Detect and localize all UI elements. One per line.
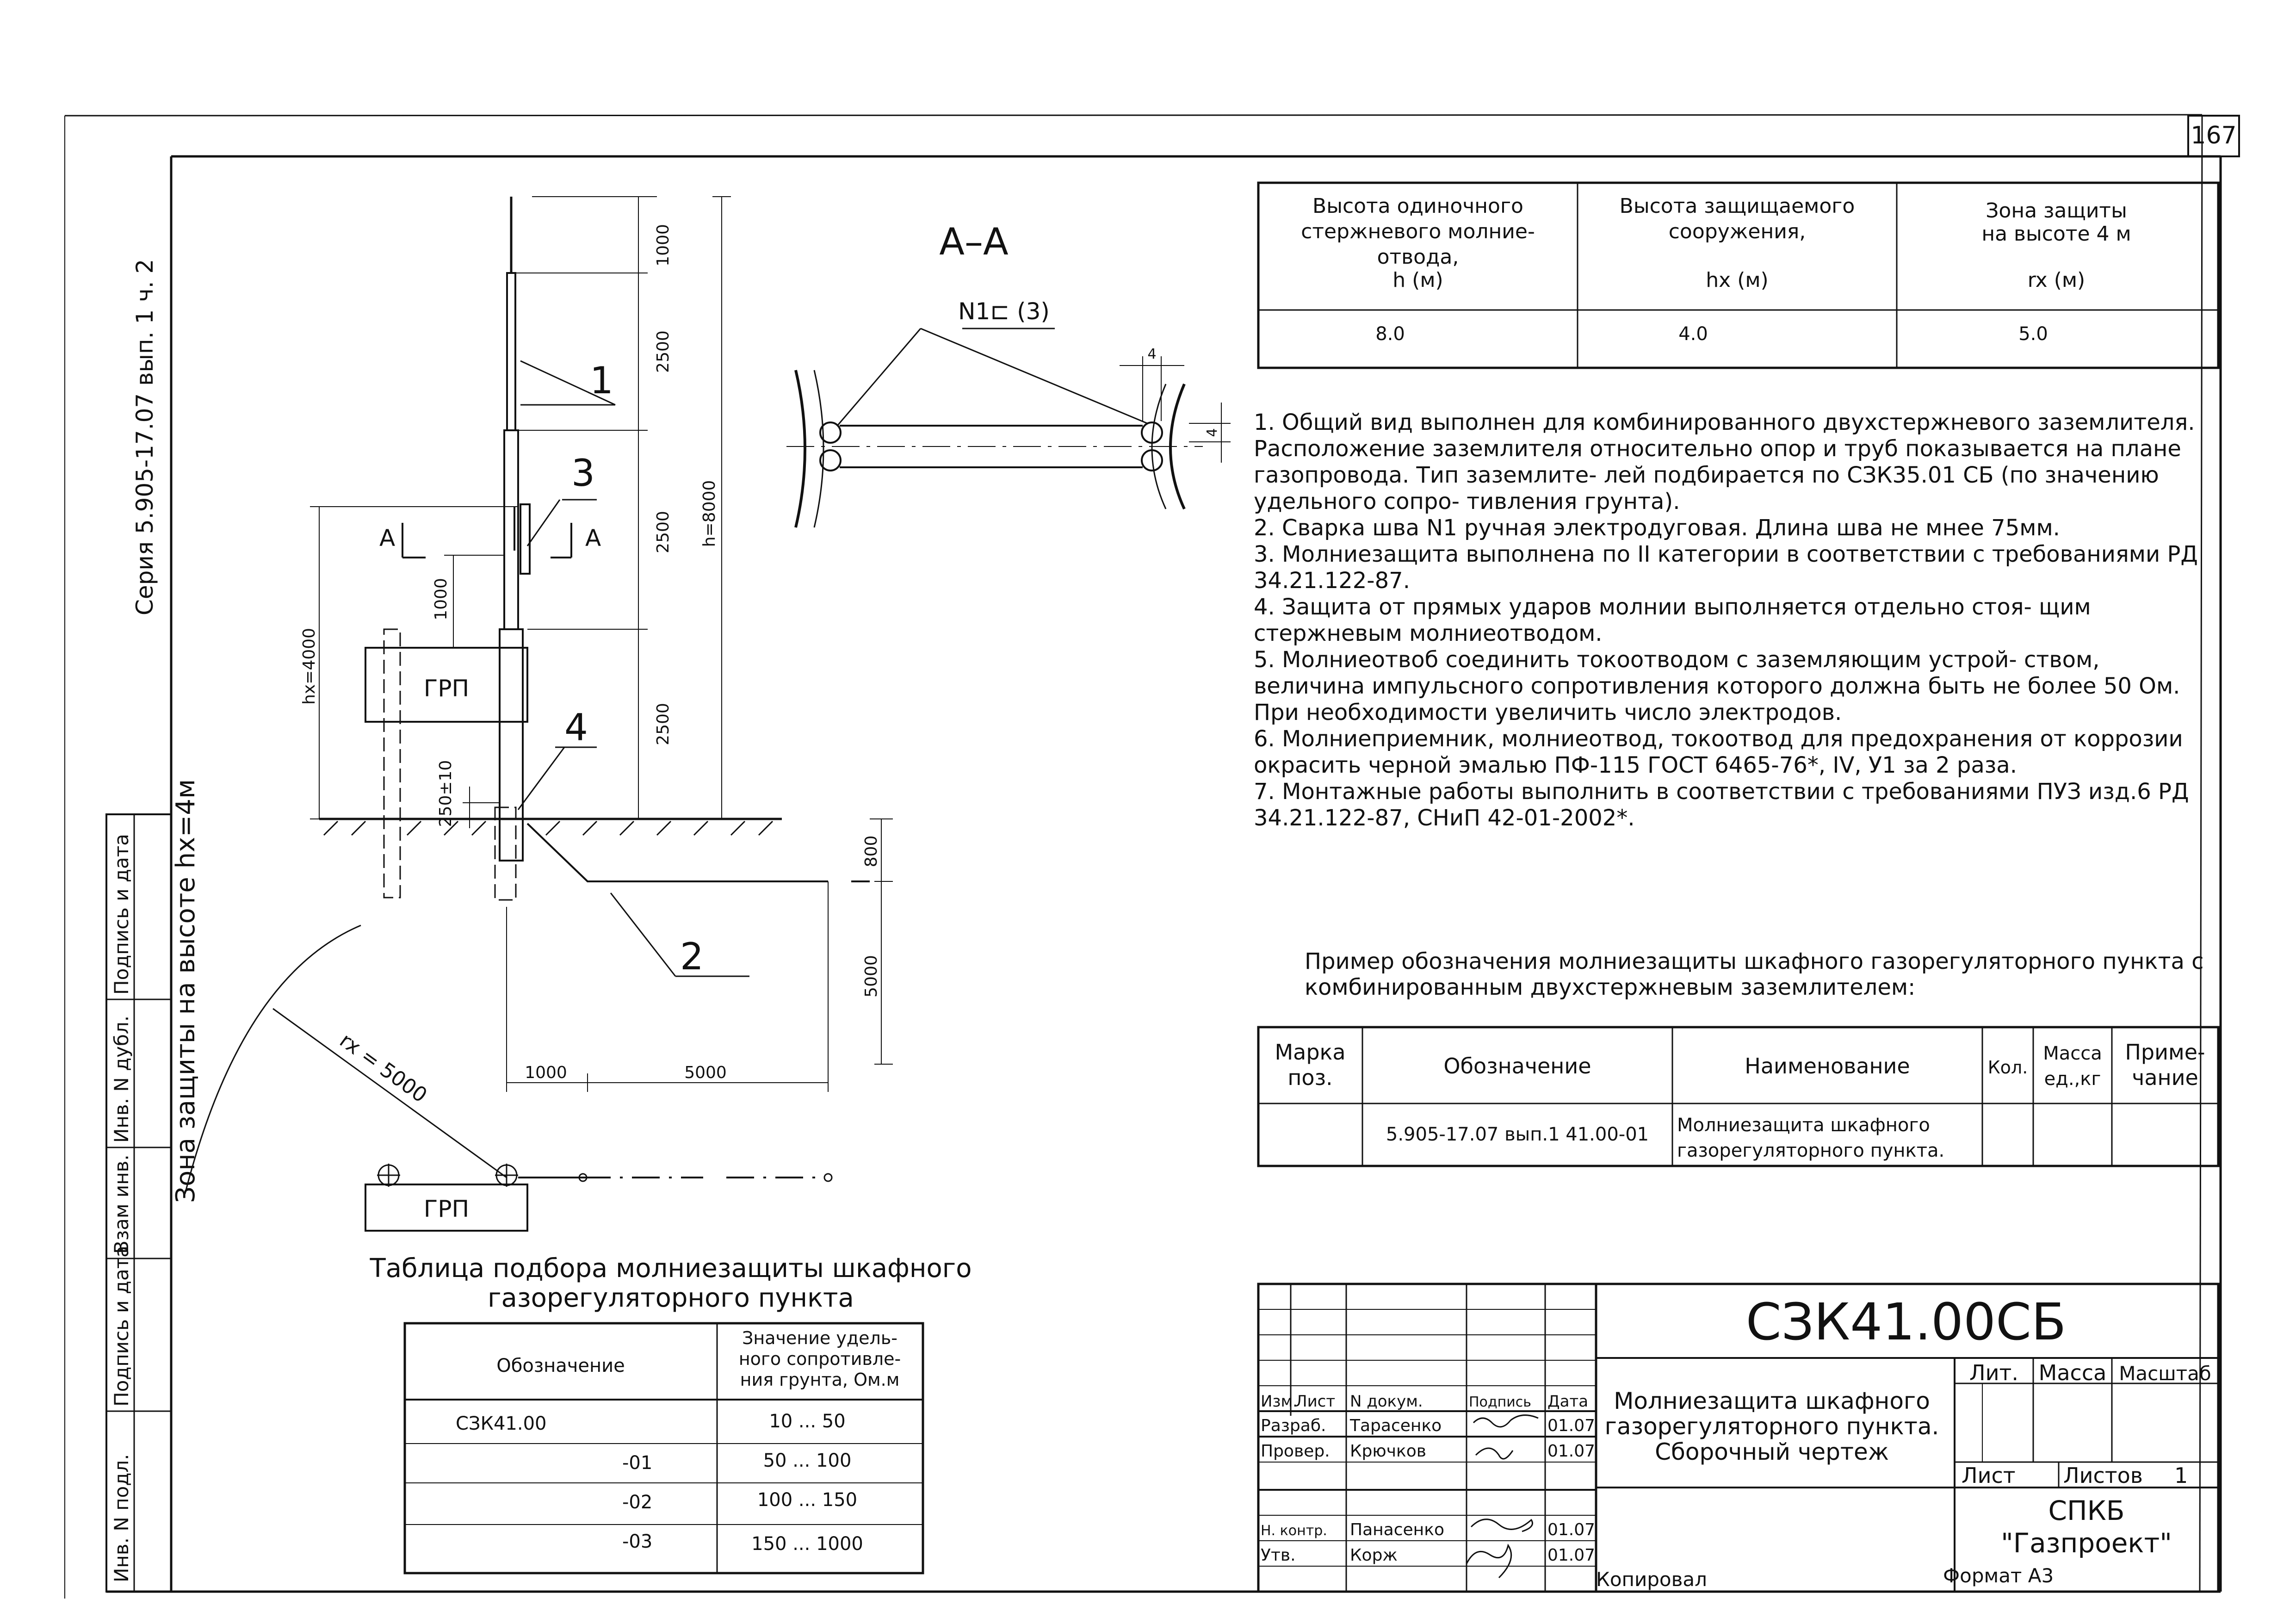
note-1: 1. Общий вид выполнен для комбинированного двухстержневого заземлителя. Расположение заземлителя относительно опор и труб показывается на плане газопровода. Тип заземлите- лей подбирается по СЗК35.01 СБ (по значению удельного сопро- тивления грунта). — [1254, 409, 2195, 514]
sel-row3-val: 100 ... 150 — [757, 1489, 858, 1511]
st-h-prim2: чание — [2132, 1065, 2198, 1090]
dim-4-a: 4 — [1147, 346, 1157, 362]
note-5-extra: При необходимости увеличить число электродов. — [1254, 700, 1842, 725]
pt-hx-line2: сооружения, — [1668, 220, 1806, 243]
notes-block — [1254, 409, 2207, 831]
tb-listov-value: 1 — [2174, 1463, 2188, 1488]
sel-row1-val: 10 ... 50 — [769, 1411, 846, 1432]
tb-role-razrab: Разраб. — [1261, 1416, 1326, 1435]
pt-h-line2: стержневого молние- — [1301, 220, 1535, 243]
section-mark-right: А — [585, 525, 601, 552]
st-row-oboz: 5.905-17.07 вып.1 41.00-01 — [1386, 1124, 1649, 1145]
title-name-2: газорегуляторного пункта. — [1604, 1413, 1939, 1440]
sel-row2-oboz: -01 — [622, 1452, 653, 1474]
grp-label-plan: ГРП — [423, 1196, 470, 1222]
dim-1000-h: 1000 — [525, 1063, 567, 1082]
title-code: СЗК41.00СБ — [1745, 1292, 2067, 1351]
dim-250: 250±10 — [436, 760, 455, 827]
tb-col-list: Лист — [1295, 1392, 1336, 1411]
sel-h-oboz: Обозначение — [496, 1355, 625, 1376]
tb-format: Формат А3 — [1943, 1564, 2054, 1587]
tb-name-utv: Корж — [1350, 1546, 1398, 1565]
dim-2500-a: 2500 — [654, 330, 673, 373]
stamp-podpis-2: Подпись и дата — [110, 834, 133, 995]
position-4: 4 — [564, 706, 588, 749]
dim-4-b: 4 — [1204, 428, 1220, 437]
sel-h-val2: ного сопротивле- — [738, 1349, 901, 1369]
tb-col-data: Дата — [1547, 1392, 1589, 1411]
tb-date-nkontr: 01.07 — [1547, 1520, 1596, 1539]
st-h-oboz: Обозначение — [1443, 1054, 1591, 1079]
position-3: 3 — [571, 452, 595, 495]
sel-row2-val: 50 ... 100 — [763, 1450, 852, 1471]
stamp-inv-dubl: Инв. N дубл. — [110, 1015, 133, 1143]
st-h-marka: Марка — [1275, 1040, 1346, 1065]
page-number: 167 — [2191, 122, 2237, 149]
tb-name-razrab: Тарасенко — [1350, 1416, 1442, 1435]
pt-h-line4: h (м) — [1392, 268, 1443, 292]
selection-table-title-2: газорегуляторного пункта — [488, 1283, 854, 1313]
tb-listov: Листов — [2063, 1463, 2143, 1488]
sel-row3-oboz: -02 — [622, 1492, 653, 1513]
st-row-naim-1: Молниезащита шкафного — [1677, 1115, 1930, 1136]
pt-rx-line1: Зона защиты — [1986, 199, 2127, 223]
sel-h-val3: ния грунта, Ом.м — [740, 1370, 900, 1390]
tb-massa: Масса — [2038, 1360, 2107, 1385]
tb-name-prover: Крючков — [1350, 1442, 1426, 1461]
dim-5000-h: 5000 — [684, 1063, 727, 1082]
tb-role-utv: Утв. — [1261, 1546, 1296, 1565]
stamp-podpis-1: Подпись и дата — [110, 1246, 133, 1407]
note-3: 3. Молниезащита выполнена по II категории в соответствии с требованиями РД 34.21.122-87. — [1254, 541, 2198, 594]
pt-val-hx: 4.0 — [1678, 323, 1708, 345]
tb-date-razrab: 01.07 — [1547, 1416, 1596, 1435]
pt-val-h: 8.0 — [1375, 323, 1405, 345]
pt-h-line3: отвода, — [1377, 245, 1459, 269]
st-h-prim1: Приме- — [2125, 1040, 2205, 1065]
stamp-vzam-inv: Взам инв. — [110, 1154, 133, 1254]
example-text: Пример обозначения молниезащиты шкафного газорегуляторного пункта с комбинированным двухстержневым заземлителем: — [1305, 948, 2204, 1000]
tb-kopiroval: Копировал — [1596, 1568, 1707, 1591]
sel-row4-oboz: -03 — [622, 1531, 653, 1552]
zone-label: Зона защиты на высоте hx=4м — [171, 779, 201, 1203]
selection-table-title — [324, 1254, 1018, 1313]
note-7: 7. Монтажные работы выполнить в соответствии с требованиями ПУЗ изд.6 РД 34.21.122-87, СНиП 42-01-2002*. — [1254, 779, 2189, 831]
dim-1000-top: 1000 — [654, 224, 673, 267]
note-2: 2. Сварка шва N1 ручная электродуговая. Длина шва не мнее 75мм. — [1254, 515, 2060, 541]
sel-h-val1: Значение удель- — [742, 1328, 897, 1348]
section-mark-left: А — [379, 525, 396, 552]
tb-col-ndok: N докум. — [1350, 1392, 1423, 1411]
dim-2500-b: 2500 — [654, 511, 673, 553]
section-a-a — [786, 329, 1231, 527]
dim-2500-c: 2500 — [654, 703, 673, 745]
st-h-poz: поз. — [1287, 1065, 1333, 1090]
pt-rx-line3: rx (м) — [2027, 268, 2086, 292]
pt-rx-line2: на высоте 4 м — [1981, 222, 2131, 246]
note-6: 6. Молниеприемник, молниеотвод, токоотвод для предохранения от коррозии окрасить черной эмалью ПФ-115 ГОСТ 6465-76*, IV, У1 за 2 раза. — [1254, 726, 2183, 778]
title-name-1: Молниезащита шкафного — [1614, 1388, 1930, 1414]
pt-h-line1: Высота одиночного — [1312, 194, 1523, 218]
sel-row4-val: 150 ... 1000 — [751, 1533, 863, 1555]
weld-callout: N1⊏ (3) — [958, 298, 1050, 325]
st-h-massa: Масса — [2043, 1043, 2102, 1064]
title-name-3: Сборочный чертеж — [1655, 1438, 1889, 1465]
tb-org-2: "Газпроект" — [2001, 1527, 2172, 1559]
tb-col-podpis: Подпись — [1469, 1394, 1531, 1410]
dim-800: 800 — [862, 835, 881, 868]
tb-org-1: СПКБ — [2048, 1495, 2125, 1526]
grp-label-elevation: ГРП — [423, 675, 470, 702]
tb-masshtab: Масштаб — [2119, 1362, 2211, 1385]
tb-role-prover: Провер. — [1261, 1442, 1330, 1461]
dim-5000-v: 5000 — [862, 955, 881, 998]
st-h-ed: ед.,кг — [2044, 1068, 2101, 1090]
st-row-naim-2: газорегуляторного пункта. — [1677, 1140, 1945, 1161]
position-2: 2 — [680, 935, 704, 978]
tb-name-nkontr: Панасенко — [1350, 1520, 1444, 1539]
dim-1000-a: 1000 — [432, 578, 451, 620]
position-1: 1 — [590, 359, 613, 402]
tb-date-utv: 01.07 — [1547, 1546, 1596, 1565]
note-4: 4. Защита от прямых ударов молнии выполняется отдельно стоя- щим стержневым молниеотводом. — [1254, 594, 2091, 646]
note-5: 5. Молниеотвоб соединить токоотводом с заземляющим устрой- ством, величина импульсного сопротивления которого должна быть не более 50 Ом. — [1254, 647, 2180, 699]
tb-col-izm: Изм. — [1261, 1392, 1298, 1411]
dim-rx: rx = 5000 — [335, 1029, 432, 1108]
dim-hx4000: hx=4000 — [300, 628, 319, 705]
pt-val-rx: 5.0 — [2018, 323, 2048, 345]
series-label: Серия 5.905-17.07 вып. 1 ч. 2 — [131, 259, 158, 615]
rod-elevation — [310, 197, 893, 1092]
sel-row1-oboz: СЗК41.00 — [456, 1413, 547, 1434]
st-h-naim: Наименование — [1745, 1054, 1910, 1079]
signature-marks — [1467, 1415, 1538, 1578]
stamp-inv-podl: Инв. N подл. — [110, 1454, 133, 1582]
tb-date-prover: 01.07 — [1547, 1442, 1596, 1461]
dim-h8000: h=8000 — [700, 480, 719, 547]
tb-lit: Лит. — [1969, 1360, 2018, 1385]
section-title: А–А — [939, 220, 1009, 263]
tb-list: Лист — [1962, 1463, 2016, 1488]
selection-table-title-1: Таблица подбора молниезащиты шкафного — [370, 1253, 972, 1283]
pt-hx-line1: Высота защищаемого — [1619, 194, 1855, 218]
st-h-kol: Кол. — [1987, 1057, 2028, 1078]
pt-hx-line3: hx (м) — [1706, 268, 1769, 292]
tb-role-nkontr: Н. контр. — [1261, 1523, 1327, 1539]
plan-view — [185, 925, 832, 1231]
